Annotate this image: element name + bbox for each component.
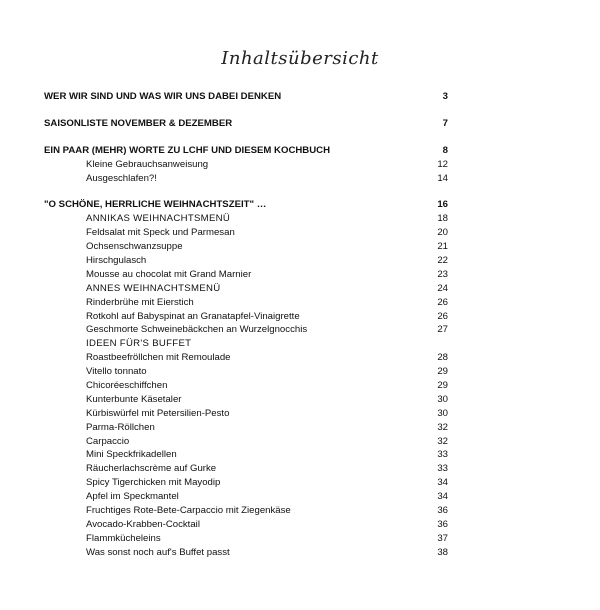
page-title: Inhaltsübersicht (221, 48, 379, 69)
toc-entry-title: Apfel im Speckmantel (86, 491, 179, 503)
toc-entry-page-number: 8 (442, 144, 448, 156)
toc-entry-page-number: 28 (437, 352, 448, 364)
toc-entry[interactable] (44, 435, 448, 449)
toc-entry-page-number: 26 (437, 310, 448, 322)
toc-entry[interactable] (44, 90, 448, 104)
toc-entry-title: EIN PAAR (MEHR) WORTE ZU LCHF UND DIESEM KOCHBUCH (44, 144, 331, 156)
toc-entry[interactable] (44, 254, 448, 268)
toc-entry[interactable] (44, 323, 448, 337)
toc-entry[interactable] (44, 365, 448, 379)
toc-entry-page-number: 23 (437, 268, 448, 280)
toc-entry-page-number: 18 (437, 213, 448, 225)
toc-entry[interactable] (44, 393, 448, 407)
toc-entry[interactable] (44, 158, 448, 172)
toc-entry-title: Feldsalat mit Speck und Parmesan (86, 227, 235, 239)
toc-entry[interactable] (44, 310, 448, 324)
toc-entry-page-number: 33 (437, 449, 448, 461)
toc-entry-title: Parma-Röllchen (86, 421, 155, 433)
toc-entry-title: Ochsenschwanzsuppe (86, 241, 183, 253)
toc-entry-title: Was sonst noch auf's Buffet passt (86, 546, 230, 558)
toc-entry[interactable] (44, 546, 448, 560)
toc-entry-title: SAISONLISTE NOVEMBER & DEZEMBER (44, 117, 233, 129)
toc-entry-page-number: 29 (437, 380, 448, 392)
toc-entry[interactable] (44, 407, 448, 421)
toc-entry[interactable] (44, 212, 448, 226)
toc-entry[interactable] (44, 282, 448, 296)
toc-entry[interactable] (44, 462, 448, 476)
toc-entry-title: Kunterbunte Käsetaler (86, 393, 182, 405)
toc-entry[interactable] (44, 240, 448, 254)
toc-entry-title: IDEEN FÜR'S BUFFET (86, 338, 192, 350)
table-of-contents (44, 90, 448, 560)
toc-entry[interactable] (44, 448, 448, 462)
toc-entry-title: WER WIR SIND UND WAS WIR UNS DABEI DENKEN (44, 91, 282, 102)
toc-entry-page-number: 36 (437, 505, 448, 517)
toc-entry-title: ANNES WEIHNACHTSMENÜ (86, 282, 221, 294)
toc-entry-page-number: 14 (437, 172, 448, 184)
toc-entry-title: Ausgeschlafen?! (86, 172, 157, 184)
toc-entry-page-number: 21 (437, 241, 448, 253)
toc-entry-title: Kürbiswürfel mit Petersilien-Pesto (86, 407, 230, 419)
toc-entry-page-number: 3 (442, 91, 448, 102)
toc-entry[interactable] (44, 268, 448, 282)
toc-entry-page-number: 20 (437, 227, 448, 239)
toc-entry-title: Geschmorte Schweinebäckchen an Wurzelgnocchis (86, 324, 308, 336)
toc-entry[interactable] (44, 490, 448, 504)
toc-entry-page-number: 32 (437, 421, 448, 433)
toc-entry-page-number: 34 (437, 477, 448, 489)
toc-entry[interactable] (44, 117, 448, 131)
toc-entry-title: Rinderbrühe mit Eierstich (86, 296, 194, 308)
toc-entry-page-number: 30 (437, 393, 448, 405)
toc-entry-page-number: 7 (442, 117, 448, 129)
toc-entry-title: Hirschgulasch (86, 255, 147, 267)
toc-entry-title: Avocado-Krabben-Cocktail (86, 518, 200, 530)
toc-entry-title: Fruchtiges Rote-Bete-Carpaccio mit Ziegenkäse (86, 505, 291, 517)
toc-entry-page-number: 37 (437, 532, 448, 544)
toc-entry-page-number: 32 (437, 435, 448, 447)
toc-entry[interactable] (44, 476, 448, 490)
toc-entry-title: Carpaccio (86, 435, 130, 447)
toc-entry-page-number: 29 (437, 366, 448, 378)
toc-entry-title: Mousse au chocolat mit Grand Marnier (86, 268, 252, 280)
toc-entry-page-number: 30 (437, 407, 448, 419)
toc-entry-title: Chicoréeschiffchen (86, 380, 168, 392)
toc-entry-title: Roastbeefröllchen mit Remoulade (86, 352, 231, 364)
toc-entry[interactable] (44, 379, 448, 393)
toc-entry-title: Räucherlachscrème auf Gurke (86, 463, 217, 475)
toc-entry-page-number: 22 (437, 255, 448, 267)
toc-entry-title: Vitello tonnato (86, 366, 147, 378)
toc-entry[interactable] (44, 198, 448, 212)
toc-entry-page-number: 34 (437, 491, 448, 503)
toc-entry-page-number: 16 (437, 199, 448, 211)
toc-entry[interactable] (44, 504, 448, 518)
toc-entry-page-number: 24 (437, 282, 448, 294)
toc-entry-page-number: 27 (437, 324, 448, 336)
toc-entry-title: Spicy Tigerchicken mit Mayodip (86, 477, 221, 489)
toc-entry-title: Rotkohl auf Babyspinat an Granatapfel-Vinaigrette (86, 310, 300, 322)
toc-entry-page-number: 36 (437, 518, 448, 530)
toc-entry[interactable] (44, 518, 448, 532)
toc-entry-page-number: 38 (437, 546, 448, 558)
toc-entry-title: ANNIKAS WEIHNACHTSMENÜ (86, 213, 231, 225)
toc-entry[interactable] (44, 296, 448, 310)
toc-entry-title: Mini Speckfrikadellen (86, 449, 177, 461)
toc-entry[interactable] (44, 226, 448, 240)
toc-entry-page-number: 12 (437, 158, 448, 170)
toc-entry[interactable] (44, 532, 448, 546)
toc-entry-page-number: 33 (437, 463, 448, 475)
toc-entry-title: "O SCHÖNE, HERRLICHE WEIHNACHTSZEIT" … (44, 199, 267, 211)
toc-entry[interactable] (44, 144, 448, 158)
toc-entry[interactable] (44, 172, 448, 186)
toc-entry-title: Flammkücheleins (86, 532, 161, 544)
toc-entry[interactable] (44, 421, 448, 435)
toc-entry[interactable] (44, 337, 448, 351)
toc-entry[interactable] (44, 351, 448, 365)
toc-entry-title: Kleine Gebrauchsanweisung (86, 158, 209, 170)
toc-entry-page-number: 26 (437, 296, 448, 308)
